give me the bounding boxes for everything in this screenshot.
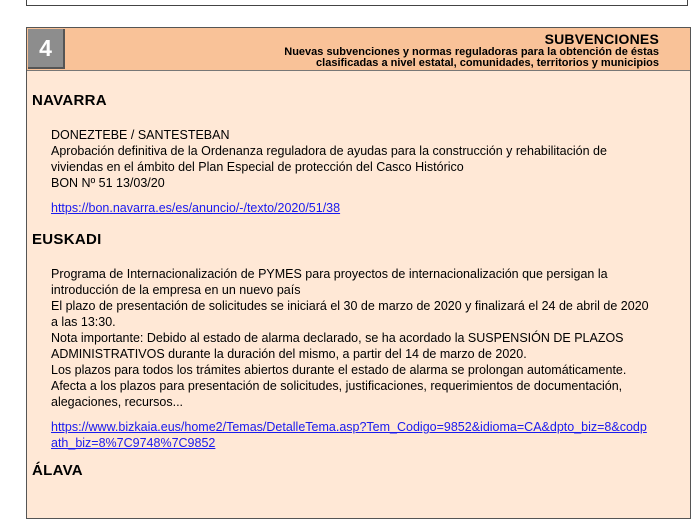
region-heading-euskadi: EUSKADI (32, 231, 102, 248)
entry-navarra (51, 127, 651, 216)
section-number: 4 (28, 29, 65, 69)
previous-section-frame (26, 0, 688, 6)
subvenciones-panel (26, 27, 691, 519)
entry-bulletin: BON Nº 51 13/03/20 (51, 176, 165, 190)
entry-scope: Afecta a los plazos para presentación de solicitudes, justificaciones, requerimientos de documentación, alegaciones, recursos... (51, 379, 623, 409)
entry-description: Aprobación definitiva de la Ordenanza reguladora de ayudas para la construcción y rehabilitación de viviendas en el ámbito del Plan Especial de protección del Casco Histórico (51, 144, 607, 174)
section-title: SUBVENCIONES (544, 31, 659, 47)
euskadi-link[interactable]: https://www.bizkaia.eus/home2/Temas/DetalleTema.asp?Tem_Codigo=9852&idioma=CA&dpto_biz=8&codpath_biz=8%7C9748%7C9852 (51, 420, 647, 450)
entry-place: DONEZTEBE / SANTESTEBAN (51, 128, 230, 142)
region-heading-alava: ÁLAVA (32, 462, 83, 479)
entry-euskadi (51, 266, 651, 451)
entry-extension: Los plazos para todos los trámites abiertos durante el estado de alarma se prolongan automáticamente. (51, 363, 627, 377)
navarra-link[interactable]: https://bon.navarra.es/es/anuncio/-/texto/2020/51/38 (51, 201, 341, 215)
entry-program: Programa de Internacionalización de PYMES para proyectos de internacionalización que persigan la introducción de la empresa en un nuevo país (51, 267, 608, 297)
entry-deadline: El plazo de presentación de solicitudes se iniciará el 30 de marzo de 2020 y finalizará el 24 de abril de 2020 a las 13:30. (51, 299, 649, 329)
entry-note: Nota importante: Debido al estado de alarma declarado, se ha acordado la SUSPENSIÓN DE PLAZOS ADMINISTRATIVOS durante la duración del mismo, a partir del 14 de marzo de 2020. (51, 331, 624, 361)
region-heading-navarra: NAVARRA (32, 92, 107, 109)
section-subtitle: Nuevas subvenciones y normas reguladoras para la obtención de éstas clasificadas a nivel estatal, comunidades, territorios y municipios (284, 46, 659, 69)
section-header (27, 28, 690, 71)
